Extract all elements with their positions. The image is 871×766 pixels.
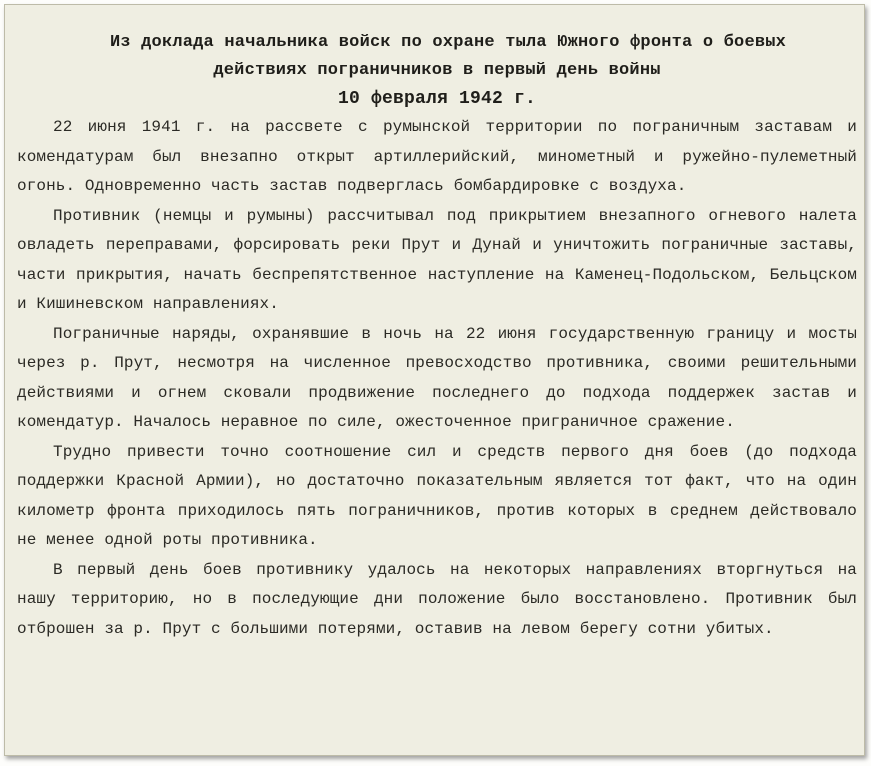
paragraph-5: В первый день боев противнику удалось на некоторых направлениях вторгнуться на нашу территорию, но в последующие дни положение было восстановлено. Противник был отброшен за р. Прут с большими потерями, оставив на левом берегу сотни убитых. — [17, 560, 857, 638]
paragraph-4: Трудно привести точно соотношение сил и средств первого дня боев (до подхода поддержки Красной Армии), но достаточно показательным является тот факт, что на один километр фронта приходилось пять пограничников, против которых в среднем действовало не менее одной роты противника. — [17, 442, 857, 549]
title-line-2: действиях пограничников в первый день войны — [213, 61, 661, 80]
paragraph-2: Противник (немцы и румыны) рассчитывал под прикрытием внезапного огневого налета овладеть переправами, форсировать реки Прут и Дунай и уничтожить пограничные заставы, части прикрытия, начать беспрепятственное наступление на Каменец-Подольском, Бельцском и Кишиневском направлениях. — [17, 206, 857, 313]
title-line-1: Из доклада начальника войск по охране тыла Южного фронта о боевых — [109, 33, 787, 52]
paragraph-1: 22 июня 1941 г. на рассвете с румынской территории по пограничным заставам и комендатурам был внезапно открыт артиллерийский, минометный и ружейно-пулеметный огонь. Одновременно часть застав подверглась бомбардировке с воздуха. — [17, 118, 857, 195]
document-frame — [4, 4, 865, 756]
document-title — [17, 29, 857, 113]
paragraph-3: Пограничные наряды, охранявшие в ночь на 22 июня государственную границу и мосты через р. Прут, несмотря на численное превосходство противника, своими решительными действиями и огнем сковали продвижение последнего до подхода поддержек застав и комендатур. Началось неравное по силе, ожесточенное приграничное сражение. — [17, 324, 857, 431]
document-date: 10 февраля 1942 г. — [337, 89, 537, 109]
document-body — [17, 29, 857, 644]
